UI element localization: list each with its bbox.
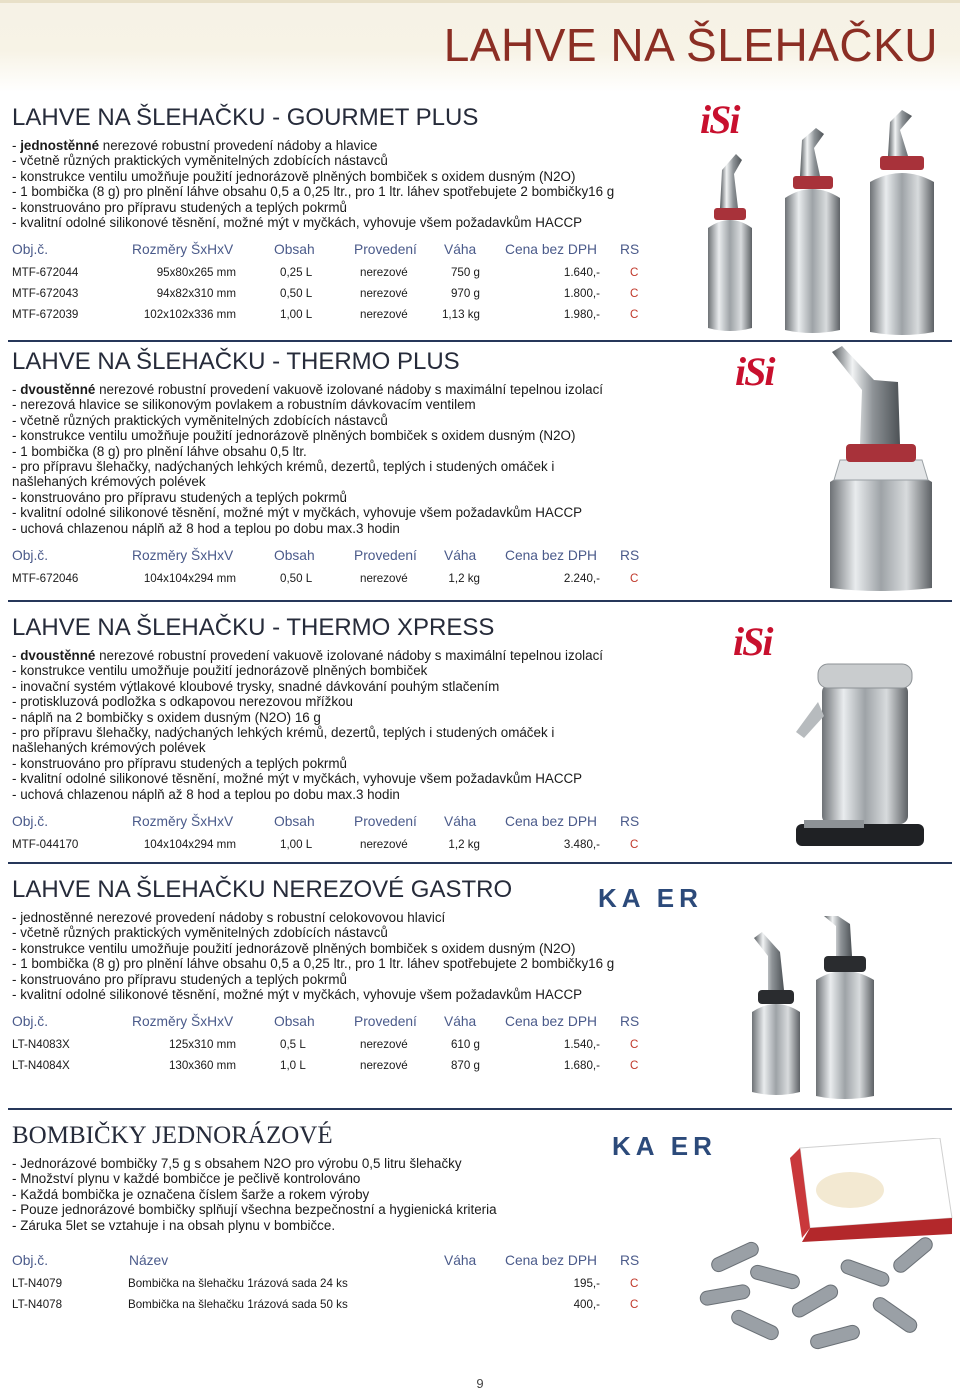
cell-obsah: 0,50 L xyxy=(280,572,313,586)
cell-rs: C xyxy=(630,308,639,322)
bullet-dash: - xyxy=(12,910,21,925)
table-body xyxy=(12,1038,712,1080)
bullet-item xyxy=(12,1171,712,1186)
bullet-list xyxy=(12,1156,712,1233)
col-obj: Obj.č. xyxy=(12,1253,49,1269)
bullet-text: 1 bombička (8 g) pro plnění láhve obsahu 0,5 a 0,25 ltr., pro 1 ltr. láhev spotřebujete 2 bombičky16 g xyxy=(20,184,615,200)
bullet-dash: - xyxy=(12,725,21,741)
bullet-item xyxy=(12,679,712,694)
bullet-text: 1 bombička (8 g) pro plnění láhve obsahu 0,5 a 0,25 ltr., pro 1 ltr. láhev spotřebujete 2 bombičky16 g xyxy=(20,956,615,972)
bullet-text: kvalitní odolné silikonové těsnění, možné mýt v myčkách, vyhovuje všem požadavkům HACCP xyxy=(20,505,583,521)
table-row xyxy=(12,1038,712,1059)
cell-dims: 104x104x294 mm xyxy=(143,838,236,852)
cell-obsah: 0,25 L xyxy=(280,266,313,280)
cell-vaha: 610 g xyxy=(450,1038,480,1052)
divider xyxy=(8,600,952,602)
bullet-dash: - xyxy=(12,971,21,987)
chargers-image xyxy=(690,1138,955,1363)
bullet-text: konstrukce ventilu umožňuje použití jednorázově plněných bombiček s oxidem dusným (N2O) xyxy=(20,168,576,184)
cell-vaha: 970 g xyxy=(450,287,480,301)
bullet-dash: - xyxy=(12,709,21,725)
cell-dims: 102x102x336 mm xyxy=(143,308,236,322)
col-dims: Rozměry ŠxHxV xyxy=(132,1014,234,1030)
isi-logo: iSi xyxy=(735,349,774,394)
bullet-item xyxy=(12,740,712,755)
cell-cena: 1.640,- xyxy=(563,266,600,280)
cell-obsah: 0,50 L xyxy=(280,287,313,301)
cell-dims: 95x80x265 mm xyxy=(156,266,236,280)
cell-cena: 1.540,- xyxy=(563,1038,600,1052)
bullet-dash: - xyxy=(12,1202,21,1218)
cell-provedeni: nerezové xyxy=(360,1038,408,1052)
bullet-item xyxy=(12,215,712,230)
cell-rs: C xyxy=(630,1038,639,1052)
bullet-item xyxy=(12,382,712,397)
bullet-item xyxy=(12,941,712,956)
bullet-item xyxy=(12,459,712,474)
cell-dims: 104x104x294 mm xyxy=(143,572,236,586)
cell-obj: MTF-044170 xyxy=(12,838,79,852)
bullet-item xyxy=(12,987,712,1002)
bullet-text: pro přípravu šlehačky, nadýchaných lehkých krémů, dezertů, teplých i studených omáček i xyxy=(20,725,555,741)
cell-cena: 3.480,- xyxy=(563,838,600,852)
bullet-dash: - xyxy=(12,925,21,941)
bullet-dash: - xyxy=(12,215,21,231)
cell-cena: 1.980,- xyxy=(563,308,600,322)
bullet-text: konstrukce ventilu umožňuje použití jednorázově plněných bombiček s oxidem dusným (N2O) xyxy=(20,940,576,956)
cell-vaha: 1,13 kg xyxy=(441,308,480,322)
cell-provedeni: nerezové xyxy=(360,838,408,852)
col-rs: RS xyxy=(620,814,640,830)
bullet-dash: - xyxy=(12,489,21,505)
bullet-text: Množství plynu v každé bombičce je pečlivě kontrolováno xyxy=(20,1171,361,1187)
bullet-dash: - xyxy=(12,505,21,521)
bullet-item xyxy=(12,428,712,443)
cell-rs: C xyxy=(630,1298,639,1312)
bullet-bold: dvoustěnné xyxy=(20,382,96,397)
bullet-dash: - xyxy=(12,694,21,710)
bullet-text: našlehaných krémových polévek xyxy=(12,740,206,756)
bullet-item xyxy=(12,1187,712,1202)
col-nazev: Název xyxy=(129,1253,169,1269)
bullet-text: pro přípravu šlehačky, nadýchaných lehkých krémů, dezertů, teplých i studených omáček i xyxy=(20,459,555,475)
table-row xyxy=(12,838,712,859)
table-row xyxy=(12,308,712,329)
bullet-item xyxy=(12,710,712,725)
kayser-logo: KA ER xyxy=(598,883,703,913)
bullet-text: 1 bombička (8 g) pro plnění láhve obsahu 0,5 ltr. xyxy=(20,443,307,459)
col-vaha: Váha xyxy=(444,548,477,564)
table-row xyxy=(12,287,712,308)
bullet-item xyxy=(12,490,712,505)
bullet-text: konstruováno pro přípravu studených a teplých pokrmů xyxy=(20,489,347,505)
section-title: LAHVE NA ŠLEHAČKU - GOURMET PLUS xyxy=(12,104,479,131)
bullet-bold: jednostěnné xyxy=(20,138,100,153)
section-gourmet-plus xyxy=(12,104,712,329)
bullet-dash: - xyxy=(12,771,21,787)
cell-obsah: 1,0 L xyxy=(280,1059,306,1073)
table-header xyxy=(12,1253,712,1273)
cell-nazev: Bombička na šlehačku 1rázová sada 24 ks xyxy=(128,1277,348,1291)
bullet-item xyxy=(12,972,712,987)
bullet-dash: - xyxy=(12,648,21,663)
bullet-text: kvalitní odolné silikonové těsnění, možné mýt v myčkách, vyhovuje všem požadavkům HACCP xyxy=(20,987,583,1003)
bullet-item xyxy=(12,725,712,740)
col-vaha: Váha xyxy=(444,242,477,258)
bullet-text: Každá bombička je označena číslem šarže a rokem výroby xyxy=(20,1186,370,1202)
divider xyxy=(8,862,952,864)
bullet-text: jednostěnné nerezové provedení nádoby s robustní celokovovou hlavicí xyxy=(20,910,446,925)
gourmet-plus-bottles-image xyxy=(690,108,950,338)
cell-cena: 400,- xyxy=(573,1298,600,1312)
col-dims: Rozměry ŠxHxV xyxy=(132,242,234,258)
cell-provedeni: nerezové xyxy=(360,572,408,586)
bullet-dash: - xyxy=(12,199,21,215)
section-title: LAHVE NA ŠLEHAČKU - THERMO XPRESS xyxy=(12,614,495,641)
section-thermo-plus xyxy=(12,348,712,593)
table-row xyxy=(12,1298,712,1319)
table-row xyxy=(12,1277,712,1298)
col-provedeni: Provedení xyxy=(354,1014,417,1030)
thermo-xpress-dispenser-image xyxy=(790,662,940,852)
col-rs: RS xyxy=(620,1253,640,1269)
col-obj: Obj.č. xyxy=(12,1014,49,1030)
col-provedeni: Provedení xyxy=(354,814,417,830)
bullet-item xyxy=(12,787,712,802)
bullet-text: včetně různých praktických vyměnitelných zdobících nástavců xyxy=(20,925,388,941)
bullet-item xyxy=(12,169,712,184)
bullet-dash: - xyxy=(12,1217,21,1233)
section-title: LAHVE NA ŠLEHAČKU NEREZOVÉ GASTRO xyxy=(12,876,513,903)
bullet-text: konstruováno pro přípravu studených a teplých pokrmů xyxy=(20,199,347,215)
cell-obsah: 1,00 L xyxy=(280,838,313,852)
bullet-text: konstrukce ventilu umožňuje použití jednorázově plněných bombiček xyxy=(20,663,428,679)
bullet-text: uchová chlazenou náplň až 8 hod a teplou po dobu max.3 hodin xyxy=(20,786,400,802)
bullet-dash: - xyxy=(12,786,21,802)
bullet-dash: - xyxy=(12,168,21,184)
cell-vaha: 1,2 kg xyxy=(448,838,480,852)
col-vaha: Váha xyxy=(444,1253,477,1269)
cell-vaha: 750 g xyxy=(450,266,480,280)
bullet-dash: - xyxy=(12,940,21,956)
bullet-list xyxy=(12,382,712,536)
cell-obj: MTF-672044 xyxy=(12,266,79,280)
cell-cena: 1.680,- xyxy=(563,1059,600,1073)
bullet-item xyxy=(12,925,712,940)
bullet-item xyxy=(12,771,712,786)
bullet-item xyxy=(12,505,712,520)
table-header xyxy=(12,548,712,568)
bullet-dash: - xyxy=(12,956,21,972)
bullet-dash: - xyxy=(12,459,21,475)
col-rs: RS xyxy=(620,548,640,564)
table-row xyxy=(12,266,712,287)
col-obsah: Obsah xyxy=(274,242,315,258)
col-rs: RS xyxy=(620,242,640,258)
cell-obj: LT-N4078 xyxy=(12,1298,63,1312)
cell-nazev: Bombička na šlehačku 1rázová sada 50 ks xyxy=(128,1298,348,1312)
cell-provedeni: nerezové xyxy=(360,266,408,280)
bullet-dash: - xyxy=(12,412,21,428)
col-dims: Rozměry ŠxHxV xyxy=(132,814,234,830)
col-rs: RS xyxy=(620,1014,640,1030)
col-obj: Obj.č. xyxy=(12,548,49,564)
isi-logo: iSi xyxy=(733,619,772,664)
cell-dims: 125x310 mm xyxy=(168,1038,236,1052)
bullet-item xyxy=(12,521,712,536)
bullet-text: inovační systém výtlakové kloubové trysky, snadné dávkování pouhým stlačením xyxy=(20,678,500,694)
bullet-item xyxy=(12,184,712,199)
bullet-list xyxy=(12,910,712,1002)
bullet-item xyxy=(12,648,712,663)
cell-obj: MTF-672046 xyxy=(12,572,79,586)
bullet-list xyxy=(12,648,712,802)
bullet-dash: - xyxy=(12,184,21,200)
bullet-text: konstruováno pro přípravu studených a teplých pokrmů xyxy=(20,971,347,987)
bullet-dash: - xyxy=(12,382,21,397)
bullet-dash: - xyxy=(12,520,21,536)
table-body xyxy=(12,266,712,329)
bullet-item xyxy=(12,1218,712,1233)
table-header xyxy=(12,242,712,262)
bullet-item xyxy=(12,1202,712,1217)
col-provedeni: Provedení xyxy=(354,242,417,258)
cell-provedeni: nerezové xyxy=(360,1059,408,1073)
table-body xyxy=(12,1277,712,1319)
table-body xyxy=(12,572,712,593)
bullet-text: včetně různých praktických vyměnitelných zdobících nástavců xyxy=(20,153,388,169)
bullet-item xyxy=(12,1156,712,1171)
col-provedeni: Provedení xyxy=(354,548,417,564)
bullet-text: Jednorázové bombičky 7,5 g s obsahem N2O pro výrobu 0,5 litru šlehačky xyxy=(20,1156,462,1171)
cell-obj: LT-N4084X xyxy=(12,1059,70,1073)
col-vaha: Váha xyxy=(444,814,477,830)
cell-rs: C xyxy=(630,572,639,586)
cell-cena: 1.800,- xyxy=(563,287,600,301)
cell-obsah: 1,00 L xyxy=(280,308,313,322)
section-title: BOMBIČKY JEDNORÁZOVÉ xyxy=(12,1122,333,1149)
col-cena: Cena bez DPH xyxy=(505,1014,598,1030)
page-title: LAHVE NA ŠLEHAČKU xyxy=(443,19,938,71)
bullet-text: Záruka 5let se vztahuje i na obsah plynu v bombičce. xyxy=(20,1217,336,1233)
bullet-item xyxy=(12,694,712,709)
col-obsah: Obsah xyxy=(274,1014,315,1030)
bullet-item xyxy=(12,138,712,153)
bullet-item xyxy=(12,956,712,971)
bullet-dash: - xyxy=(12,663,21,679)
bullet-text: kvalitní odolné silikonové těsnění, možné mýt v myčkách, vyhovuje všem požadavkům HACCP xyxy=(20,771,583,787)
table-body xyxy=(12,838,712,859)
bullet-item xyxy=(12,444,712,459)
col-cena: Cena bez DPH xyxy=(505,814,598,830)
col-vaha: Váha xyxy=(444,1014,477,1030)
bullet-item xyxy=(12,756,712,771)
bullet-dash: - xyxy=(12,138,21,153)
col-dims: Rozměry ŠxHxV xyxy=(132,548,234,564)
cell-dims: 94x82x310 mm xyxy=(156,287,236,301)
bullet-text: nerezové robustní provedení vakuově izolované nádoby s maximální tepelnou izolací xyxy=(95,382,604,397)
cell-cena: 195,- xyxy=(573,1277,600,1291)
bullet-text: konstruováno pro přípravu studených a teplých pokrmů xyxy=(20,755,347,771)
bullet-text: nerezové robustní provedení vakuově izolované nádoby s maximální tepelnou izolací xyxy=(95,648,604,663)
col-obsah: Obsah xyxy=(274,548,315,564)
bullet-text: nerezové robustní provedení nádoby a hlavice xyxy=(99,138,378,153)
bullet-text: konstrukce ventilu umožňuje použití jednorázově plněných bombiček s oxidem dusným (N2O) xyxy=(20,428,576,444)
bullet-text: nerezová hlavice se silikonovým povlakem a robustním dávkovacím ventilem xyxy=(20,397,476,413)
isi-logo: iSi xyxy=(700,97,739,142)
bullet-dash: - xyxy=(12,678,21,694)
cell-rs: C xyxy=(630,266,639,280)
bullet-dash: - xyxy=(12,397,21,413)
cell-rs: C xyxy=(630,1277,639,1291)
bullet-dash: - xyxy=(12,987,21,1003)
section-title: LAHVE NA ŠLEHAČKU - THERMO PLUS xyxy=(12,348,460,375)
table-row xyxy=(12,572,712,593)
col-obsah: Obsah xyxy=(274,814,315,830)
col-cena: Cena bez DPH xyxy=(505,242,598,258)
cell-obj: MTF-672039 xyxy=(12,308,79,322)
bullet-text: Pouze jednorázové bombičky splňují všechna bezpečnostní a hygienická kriteria xyxy=(20,1202,497,1218)
col-obj: Obj.č. xyxy=(12,814,49,830)
cell-obj: MTF-672043 xyxy=(12,287,79,301)
bullet-text: včetně různých praktických vyměnitelných zdobících nástavců xyxy=(20,412,388,428)
bullet-dash: - xyxy=(12,755,21,771)
cell-obj: LT-N4079 xyxy=(12,1277,63,1291)
bullet-text: protiskluzová podložka s odkapovou nerezovou mřížkou xyxy=(20,694,353,710)
thermo-plus-bottle-image xyxy=(810,342,950,592)
cell-dims: 130x360 mm xyxy=(168,1059,236,1073)
bullet-item xyxy=(12,153,712,168)
bullet-dash: - xyxy=(12,1156,21,1171)
bullet-item xyxy=(12,474,712,489)
bullet-item xyxy=(12,200,712,215)
bullet-bold: dvoustěnné xyxy=(20,648,96,663)
cell-provedeni: nerezové xyxy=(360,308,408,322)
bullet-text: náplň na 2 bombičky s oxidem dusným (N2O) 16 g xyxy=(20,709,321,725)
cell-rs: C xyxy=(630,287,639,301)
cell-obj: LT-N4083X xyxy=(12,1038,70,1052)
bullet-dash: - xyxy=(12,1171,21,1187)
bullet-item xyxy=(12,397,712,412)
bullet-text: našlehaných krémových polévek xyxy=(12,474,206,490)
cell-rs: C xyxy=(630,1059,639,1073)
bullet-item xyxy=(12,663,712,678)
table-header xyxy=(12,814,712,834)
bullet-dash: - xyxy=(12,1186,21,1202)
col-cena: Cena bez DPH xyxy=(505,548,598,564)
bullet-text: uchová chlazenou náplň až 8 hod a teplou po dobu max.3 hodin xyxy=(20,520,400,536)
cell-rs: C xyxy=(630,838,639,852)
section-thermo-xpress xyxy=(12,614,712,859)
bullet-item xyxy=(12,413,712,428)
cell-vaha: 870 g xyxy=(450,1059,480,1073)
table-header xyxy=(12,1014,712,1034)
bullet-dash: - xyxy=(12,443,21,459)
divider xyxy=(8,1108,952,1110)
kayser-logo: KA ER xyxy=(612,1131,717,1161)
section-bombicky xyxy=(12,1122,712,1319)
table-row xyxy=(12,1059,712,1080)
bullet-dash: - xyxy=(12,428,21,444)
cell-cena: 2.240,- xyxy=(563,572,600,586)
bullet-text: kvalitní odolné silikonové těsnění, možné mýt v myčkách, vyhovuje všem požadavkům HACCP xyxy=(20,215,583,231)
bullet-dash: - xyxy=(12,153,21,169)
cell-vaha: 1,2 kg xyxy=(448,572,480,586)
cell-obsah: 0,5 L xyxy=(280,1038,306,1052)
bullet-list xyxy=(12,138,712,230)
page-number: 9 xyxy=(476,1376,484,1391)
col-obj: Obj.č. xyxy=(12,242,49,258)
cell-provedeni: nerezové xyxy=(360,287,408,301)
col-cena: Cena bez DPH xyxy=(505,1253,598,1269)
gastro-bottles-image xyxy=(740,916,890,1100)
